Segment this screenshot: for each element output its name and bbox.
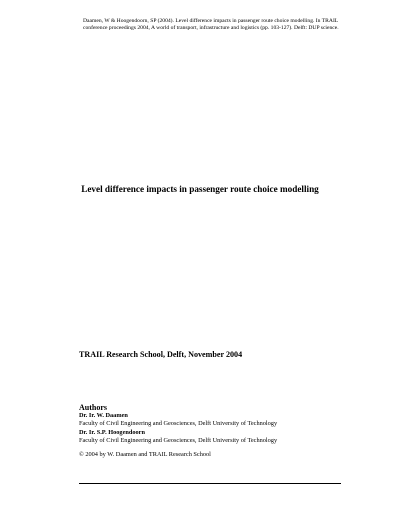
author-affiliation: Faculty of Civil Engineering and Geosciences, Delft University of Technology xyxy=(79,437,278,445)
authors-heading: Authors xyxy=(79,403,108,412)
publication-line: TRAIL Research School, Delft, November 2004 xyxy=(79,350,243,359)
authors-section xyxy=(79,403,369,459)
citation-header: Daamen, W & Hoogendoorn, SP (2004). Level difference impacts in passenger route choice modelling. In TRAIL conference proceedings 2004, A world of transport, infrastructure and logistics (pp. 103-127). Delft: DUP science. xyxy=(83,18,339,32)
footer-rule xyxy=(79,483,341,484)
copyright-notice: © 2004 by W. Daamen and TRAIL Research School xyxy=(79,450,211,458)
author-name: Dr. Ir. S.P. Hoogendoorn xyxy=(79,428,145,436)
author-name: Dr. Ir. W. Daamen xyxy=(79,412,128,419)
paper-title: Level difference impacts in passenger route choice modelling xyxy=(81,184,319,194)
author-affiliation: Faculty of Civil Engineering and Geosciences, Delft University of Technology xyxy=(79,420,278,428)
